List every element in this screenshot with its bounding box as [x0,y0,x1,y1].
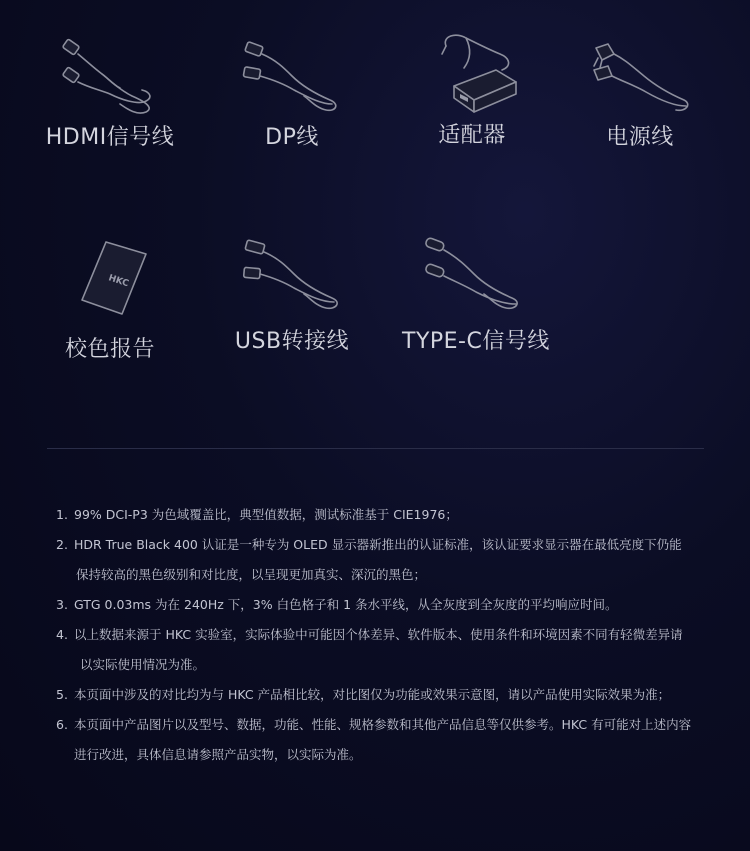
accessory-label: 适配器 [438,123,506,148]
footnote-text: 以上数据来源于 HKC 实验室，实际体验中可能因个体差异、软件版本、使用条件和环境因素不同有轻微差异请 [74,627,683,642]
accessory-power [570,38,710,151]
footnote-text: 进行改进，具体信息请参照产品实物，以实际为准。 [74,747,362,762]
accessory-hdmi [40,38,180,151]
usb-cable-icon [232,238,352,318]
footnote-item [56,500,716,530]
footnote-text: HDR True Black 400 认证是一种专为 OLED 显示器新推出的认证标准，该认证要求显示器在最低亮度下仍能 [74,537,682,552]
footnote-text: 保持较高的黑色级别和对比度，以呈现更加真实、深沉的黑色； [76,567,427,582]
calibration-report-icon [50,238,170,318]
footnote-number: 4. [56,627,68,642]
typec-cable-icon [412,234,532,318]
footnote-text: 以实际使用情况为准。 [80,657,206,672]
power-adapter-icon [412,30,532,116]
footnote-item [56,710,716,770]
footnote-number: 1. [56,507,68,522]
footnote-item [56,530,716,590]
section-divider [47,448,704,449]
footnote-text: GTG 0.03ms 为在 240Hz 下，3% 白色格子和 1 条水平线，从全灰度到全灰度的平均响应时间。 [74,597,618,612]
accessory-dp [222,38,362,151]
footnote-text: 99% DCI-P3 为色域覆盖比，典型值数据，测试标准基于 CIE1976； [74,507,458,522]
accessory-label: DP线 [265,125,319,150]
accessory-adapter [402,30,542,149]
hdmi-cable-icon [50,38,170,118]
accessory-label: 校色报告 [64,337,155,362]
footnote-number: 6. [56,717,68,732]
accessory-report [40,238,180,363]
footnote-number: 5. [56,687,68,702]
footnote-text: 本页面中产品图片以及型号、数据，功能、性能、规格参数和其他产品信息等仅供参考。HKC 有可能对上述内容 [74,717,692,732]
footnote-item [56,590,716,620]
footnote-number: 2. [56,537,68,552]
accessory-label: USB转接线 [234,329,350,354]
accessory-label: HDMI信号线 [45,125,175,150]
accessory-label: 电源线 [606,125,674,150]
footnote-item [56,680,716,710]
footnote-item [56,620,716,680]
accessory-label: TYPE-C信号线 [402,329,550,354]
accessory-usb [222,238,362,355]
footnote-number: 3. [56,597,68,612]
accessory-typec [402,234,550,355]
footnotes-list [56,500,716,770]
report-logo-text: HKC [107,273,130,290]
dp-cable-icon [232,38,352,118]
power-cord-icon [580,38,700,118]
footnote-text: 本页面中涉及的对比均为与 HKC 产品相比较，对比图仅为功能或效果示意图，请以产品使用实际效果为准； [74,687,671,702]
